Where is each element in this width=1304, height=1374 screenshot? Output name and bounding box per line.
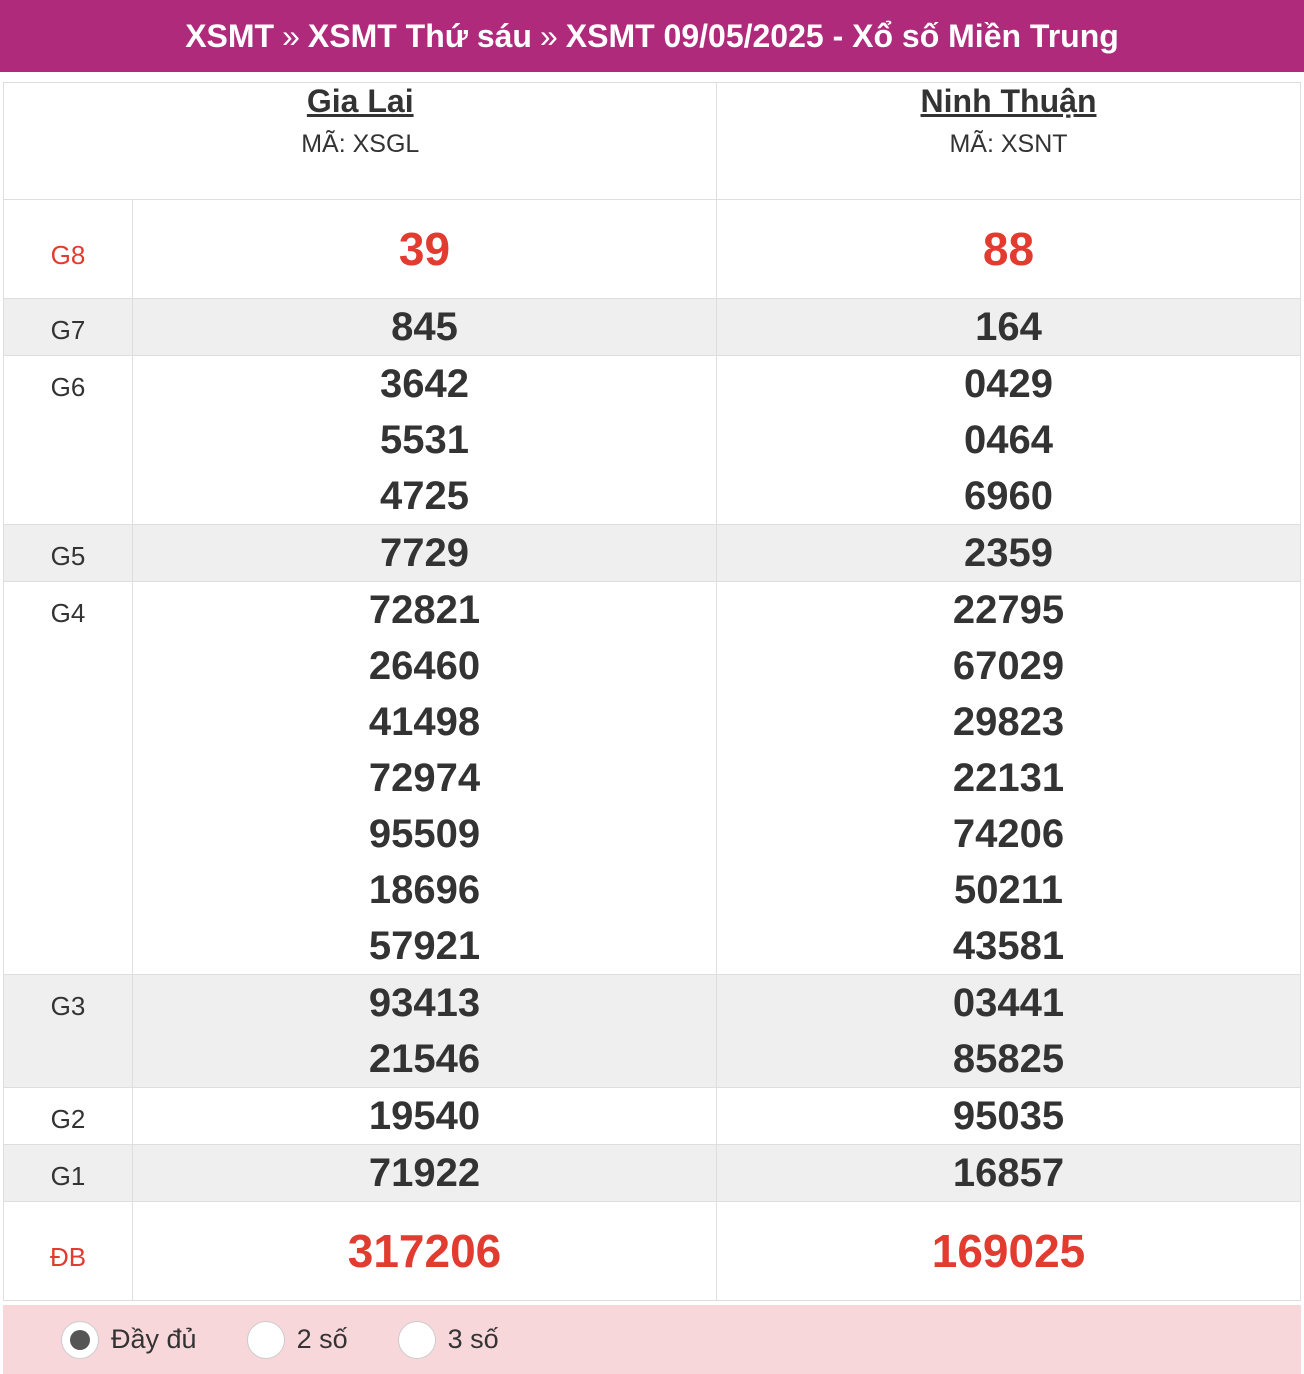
prize-row-g2 — [4, 1088, 1301, 1145]
prize-label-g1: G1 — [50, 1161, 86, 1191]
prize-number: 95035 — [952, 1094, 1065, 1138]
prize-numbers — [717, 1202, 1300, 1300]
prize-number: 19540 — [368, 1094, 481, 1138]
prize-number: 72974 — [368, 756, 481, 800]
results-container — [3, 82, 1301, 1301]
province-header-ninh-thuan — [717, 83, 1301, 200]
province-link-gia-lai[interactable]: Gia Lai — [306, 83, 414, 119]
prize-number: 845 — [391, 305, 458, 349]
prize-label-g8: G8 — [50, 240, 86, 270]
prize-numbers — [717, 200, 1300, 298]
prize-number: 7729 — [380, 531, 469, 575]
option-label-3-digits: 3 số — [447, 1324, 499, 1354]
prize-numbers — [133, 200, 716, 298]
prize-row-g6 — [4, 356, 1301, 525]
radio-2-digits[interactable] — [247, 1321, 285, 1359]
prize-label-g4: G4 — [50, 598, 86, 628]
radio-3-digits[interactable] — [398, 1321, 436, 1359]
prize-number: 57921 — [368, 924, 481, 968]
prize-numbers — [717, 975, 1300, 1087]
prize-label-g7: G7 — [50, 315, 86, 345]
prize-number: 43581 — [952, 924, 1065, 968]
prize-number: 29823 — [952, 700, 1065, 744]
prize-label-g3: G3 — [50, 991, 86, 1021]
prize-row-g5 — [4, 525, 1301, 582]
prize-label-g6: G6 — [50, 372, 86, 402]
radio-full[interactable] — [61, 1321, 99, 1359]
prize-number: 4725 — [380, 474, 469, 518]
breadcrumb-xsmt-thu-sau[interactable]: XSMT Thứ sáu — [307, 17, 532, 54]
prize-numbers — [133, 582, 716, 974]
prize-numbers — [133, 975, 716, 1087]
breadcrumb-current: XSMT 09/05/2025 - Xổ số Miền Trung — [565, 17, 1119, 54]
display-options-bar — [3, 1305, 1301, 1374]
prize-numbers — [133, 299, 716, 355]
breadcrumb-separator-icon: » — [282, 17, 300, 54]
option-label-2-digits: 2 số — [296, 1324, 348, 1354]
prize-label-db: ĐB — [49, 1242, 87, 1272]
option-3-digits[interactable] — [398, 1321, 499, 1359]
province-header-gia-lai — [133, 83, 717, 200]
prize-numbers — [717, 1088, 1300, 1144]
prize-label-g2: G2 — [50, 1104, 86, 1134]
province-link-ninh-thuan[interactable]: Ninh Thuận — [920, 83, 1097, 119]
prize-numbers — [133, 1088, 716, 1144]
prize-row-g1 — [4, 1145, 1301, 1202]
prize-number: 22795 — [952, 588, 1065, 632]
prize-number: 5531 — [380, 418, 469, 462]
prize-number: 16857 — [952, 1151, 1065, 1195]
prize-numbers — [717, 1145, 1300, 1201]
prize-number: 3642 — [380, 362, 469, 406]
prize-number: 21546 — [368, 1037, 481, 1081]
prize-numbers — [133, 525, 716, 581]
prize-numbers — [133, 1145, 716, 1201]
prize-row-g8 — [4, 200, 1301, 299]
prize-number: 95509 — [368, 812, 481, 856]
prize-row-g4 — [4, 582, 1301, 975]
results-table — [3, 82, 1301, 1301]
prize-number: 164 — [975, 305, 1042, 349]
prize-number: 0429 — [964, 362, 1053, 406]
prize-label-g5: G5 — [50, 541, 86, 571]
province-header-row — [4, 83, 1301, 200]
prize-number: 6960 — [964, 474, 1053, 518]
prize-number: 93413 — [368, 981, 481, 1025]
breadcrumb-separator-icon: » — [539, 17, 558, 54]
prize-row-db — [4, 1202, 1301, 1301]
breadcrumb-xsmt[interactable]: XSMT — [185, 17, 275, 54]
prize-number: 26460 — [368, 644, 481, 688]
radio-selected-dot-icon — [70, 1330, 90, 1350]
prize-number: 88 — [982, 223, 1035, 275]
prize-number: 74206 — [952, 812, 1065, 856]
prize-number: 2359 — [964, 531, 1053, 575]
option-2-digits[interactable] — [247, 1321, 348, 1359]
prize-number: 22131 — [952, 756, 1065, 800]
prize-number: 67029 — [952, 644, 1065, 688]
prize-number: 41498 — [368, 700, 481, 744]
prize-numbers — [133, 356, 716, 524]
prize-number: 0464 — [964, 418, 1053, 462]
prize-number: 317206 — [347, 1225, 502, 1277]
prize-number: 39 — [398, 223, 451, 275]
option-full[interactable] — [61, 1321, 197, 1359]
prize-numbers — [133, 1202, 716, 1300]
prize-number: 03441 — [952, 981, 1065, 1025]
prize-number: 72821 — [368, 588, 481, 632]
prize-number: 50211 — [953, 868, 1064, 912]
prize-numbers — [717, 299, 1300, 355]
prize-number: 169025 — [931, 1225, 1086, 1277]
province-code-ninh-thuan: MÃ: XSNT — [949, 130, 1068, 158]
prize-numbers — [717, 356, 1300, 524]
prize-row-g3 — [4, 975, 1301, 1088]
prize-numbers — [717, 582, 1300, 974]
prize-number: 71922 — [368, 1151, 481, 1195]
province-code-gia-lai: MÃ: XSGL — [301, 130, 420, 158]
prize-number: 18696 — [368, 868, 481, 912]
prize-row-g7 — [4, 299, 1301, 356]
page-header — [0, 0, 1304, 72]
option-label-full: Đầy đủ — [111, 1324, 197, 1354]
prize-number: 85825 — [952, 1037, 1065, 1081]
prize-numbers — [717, 525, 1300, 581]
